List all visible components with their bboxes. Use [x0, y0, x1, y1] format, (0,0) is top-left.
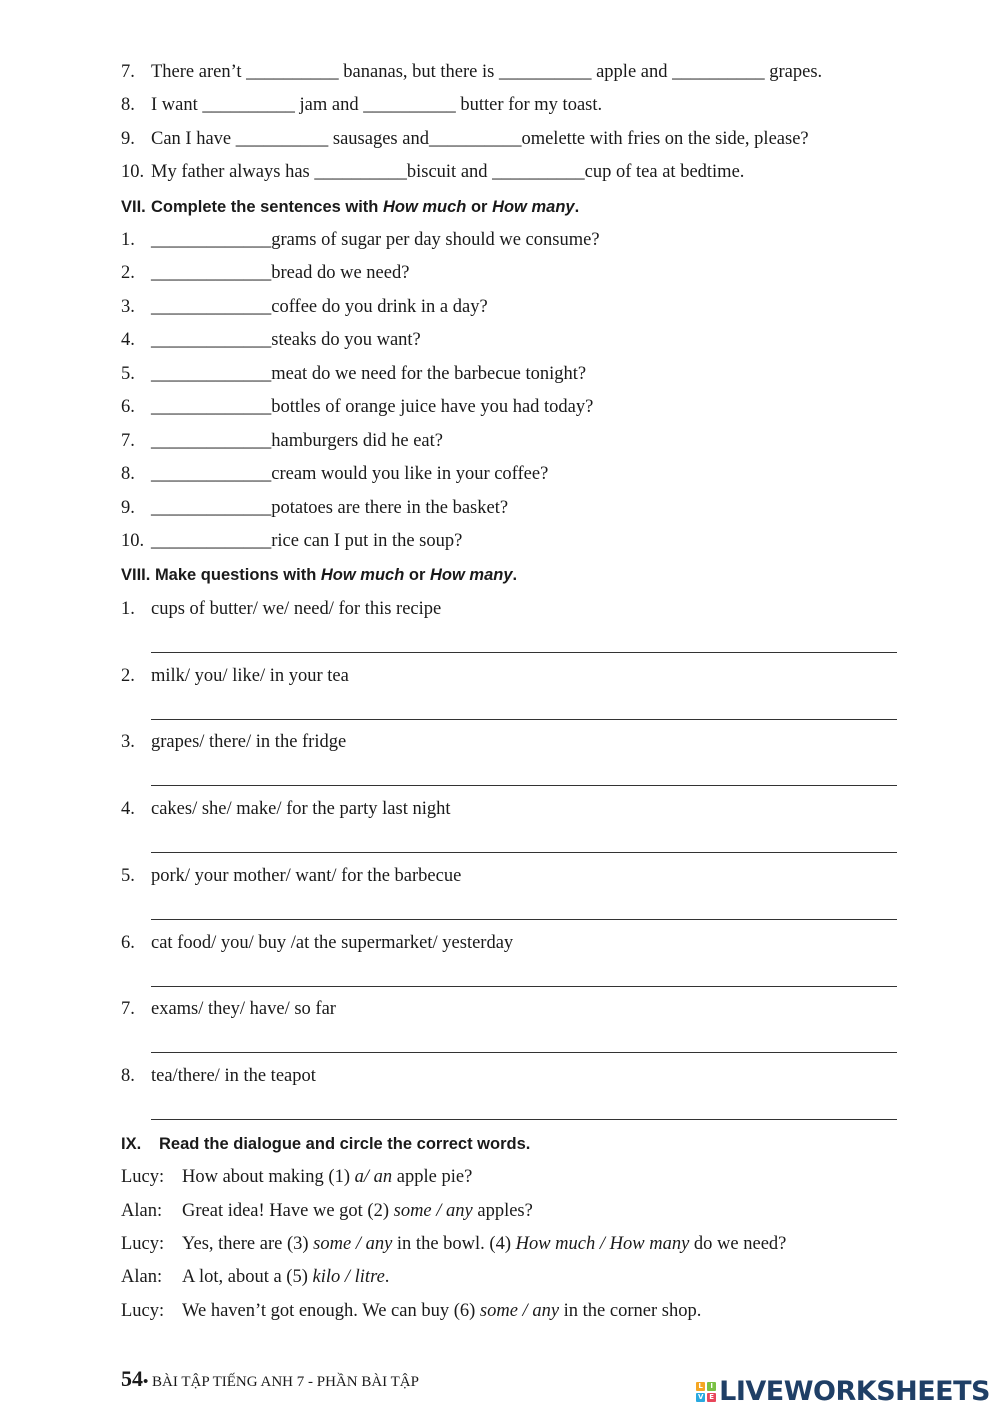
item-number: 2. — [121, 666, 135, 686]
item-prompt: cat food/ you/ buy /at the supermarket/ yesterday — [151, 933, 514, 953]
vii-item — [121, 396, 593, 418]
answer-line[interactable] — [151, 1052, 897, 1053]
speaker: Lucy: — [121, 1301, 165, 1321]
item-text: _____________potatoes are there in the basket? — [151, 498, 509, 518]
answer-line[interactable] — [151, 852, 897, 853]
dialogue-text — [182, 1300, 701, 1322]
section-viii-heading — [121, 564, 517, 586]
section-numeral: IX. — [121, 1135, 142, 1153]
item-text: There aren’t __________ bananas, but there is __________ apple and __________ grapes. — [151, 62, 823, 82]
logo-tile: L — [696, 1382, 705, 1391]
vii-item — [121, 463, 548, 485]
item-text: Can I have __________ sausages and__________omelette with fries on the side, please? — [151, 129, 809, 149]
item-text: _____________cream would you like in your coffee? — [151, 464, 549, 484]
vii-item — [121, 430, 443, 452]
bullet: • — [143, 1374, 149, 1390]
item-number: 1. — [121, 230, 135, 250]
vi-item-8 — [121, 94, 602, 116]
text-part: in the corner shop. — [559, 1301, 702, 1321]
text-part: . — [384, 1267, 390, 1287]
heading-text: . — [512, 566, 518, 584]
heading-option: How much — [320, 566, 405, 584]
item-prompt: pork/ your mother/ want/ for the barbecue — [151, 866, 462, 886]
dialogue-text — [182, 1266, 389, 1288]
item-number: 6. — [121, 397, 135, 417]
text-part: A lot, about a (5) — [182, 1267, 313, 1287]
item-number: 10. — [121, 531, 145, 551]
item-text: _____________grams of sugar per day should we consume? — [151, 230, 600, 250]
item-prompt: exams/ they/ have/ so far — [151, 999, 336, 1019]
heading-text: Read the dialogue and circle the correct words. — [159, 1135, 531, 1153]
item-number: 5. — [121, 866, 135, 886]
viii-item — [121, 1065, 316, 1087]
item-number: 9. — [121, 498, 135, 518]
viii-item — [121, 598, 441, 620]
item-number: 8. — [121, 1066, 135, 1086]
logo-tile: V — [697, 1392, 704, 1401]
liveworksheets-logo[interactable] — [696, 1376, 990, 1407]
page-footer — [121, 1366, 419, 1392]
viii-item — [121, 665, 349, 687]
vii-item — [121, 497, 508, 519]
answer-line[interactable] — [151, 986, 897, 987]
speaker: Alan: — [121, 1201, 163, 1221]
item-number: 3. — [121, 732, 135, 752]
text-part: How about making (1) — [182, 1167, 355, 1187]
heading-text: or — [466, 198, 493, 216]
section-numeral: VIII. — [121, 566, 151, 584]
item-prompt: milk/ you/ like/ in your tea — [151, 666, 349, 686]
text-part: apple pie? — [392, 1167, 473, 1187]
choice-option[interactable]: kilo / litre — [312, 1267, 385, 1287]
heading-text: Complete the sentences with — [151, 198, 383, 216]
logo-icon — [696, 1382, 716, 1402]
item-prompt: grapes/ there/ in the fridge — [151, 732, 347, 752]
speaker: Alan: — [121, 1267, 163, 1287]
item-number: 4. — [121, 799, 135, 819]
item-number: 5. — [121, 364, 135, 384]
section-ix-heading — [121, 1133, 530, 1155]
answer-line[interactable] — [151, 785, 897, 786]
choice-option[interactable]: some / any — [313, 1234, 393, 1254]
answer-line[interactable] — [151, 1119, 897, 1120]
item-number: 2. — [121, 263, 135, 283]
viii-item — [121, 731, 346, 753]
text-part: do we need? — [689, 1234, 787, 1254]
heading-text: Make questions with — [154, 566, 321, 584]
viii-item — [121, 865, 461, 887]
answer-line[interactable] — [151, 719, 897, 720]
text-part: apples? — [472, 1201, 533, 1221]
item-text: _____________meat do we need for the barbecue tonight? — [151, 364, 587, 384]
book-title: BÀI TẬP TIẾNG ANH 7 - PHẦN BÀI TẬP — [148, 1374, 419, 1390]
vi-item-9 — [121, 128, 809, 150]
item-number: 9. — [121, 129, 135, 149]
viii-item — [121, 998, 336, 1020]
item-prompt: tea/there/ in the teapot — [151, 1066, 316, 1086]
answer-line[interactable] — [151, 652, 897, 653]
vii-item — [121, 363, 586, 385]
text-part: in the bowl. (4) — [392, 1234, 516, 1254]
vii-item — [121, 296, 488, 318]
item-number: 8. — [121, 95, 135, 115]
item-text: I want __________ jam and __________ butter for my toast. — [151, 95, 603, 115]
vi-item-10 — [121, 161, 744, 183]
choice-option[interactable]: a/ an — [354, 1167, 393, 1187]
item-number: 6. — [121, 933, 135, 953]
item-number: 1. — [121, 599, 135, 619]
dialogue-text — [182, 1200, 533, 1222]
viii-item — [121, 932, 513, 954]
page-number: 54 — [121, 1366, 143, 1391]
vii-item — [121, 530, 462, 552]
item-prompt: cakes/ she/ make/ for the party last night — [151, 799, 451, 819]
heading-option: How much — [382, 198, 467, 216]
heading-option: How many — [492, 198, 575, 216]
section-vii-heading — [121, 196, 579, 218]
logo-text: LIVEWORKSHEETS — [719, 1376, 990, 1407]
item-number: 8. — [121, 464, 135, 484]
vii-item — [121, 229, 600, 251]
item-number: 3. — [121, 297, 135, 317]
vii-item — [121, 262, 409, 284]
item-text: _____________steaks do you want? — [151, 330, 421, 350]
dialogue-text — [182, 1166, 472, 1188]
item-text: _____________bread do we need? — [151, 263, 410, 283]
logo-tile: E — [707, 1393, 716, 1402]
item-number: 4. — [121, 330, 135, 350]
section-numeral: VII. — [121, 198, 146, 216]
vii-item — [121, 329, 421, 351]
item-text: _____________bottles of orange juice have you had today? — [151, 397, 594, 417]
dialogue-text — [182, 1233, 786, 1255]
heading-text: . — [574, 198, 580, 216]
logo-tile: I — [707, 1382, 716, 1391]
item-number: 10. — [121, 162, 145, 182]
heading-text: or — [404, 566, 430, 584]
answer-line[interactable] — [151, 919, 897, 920]
vi-item-7 — [121, 61, 822, 83]
choice-option[interactable]: some / any — [393, 1201, 473, 1221]
item-text: _____________coffee do you drink in a day? — [151, 297, 488, 317]
text-part: We haven’t got enough. We can buy (6) — [182, 1301, 480, 1321]
item-number: 7. — [121, 431, 135, 451]
item-text: _____________rice can I put in the soup? — [151, 531, 463, 551]
text-part: Great idea! Have we got (2) — [182, 1201, 394, 1221]
item-number: 7. — [121, 999, 135, 1019]
item-number: 7. — [121, 62, 135, 82]
heading-option: How many — [429, 566, 513, 584]
speaker: Lucy: — [121, 1167, 165, 1187]
item-prompt: cups of butter/ we/ need/ for this recipe — [151, 599, 442, 619]
viii-item — [121, 798, 451, 820]
item-text: My father always has __________biscuit and __________cup of tea at bedtime. — [151, 162, 745, 182]
choice-option[interactable]: How much / How many — [515, 1234, 690, 1254]
text-part: Yes, there are (3) — [182, 1234, 314, 1254]
speaker: Lucy: — [121, 1234, 165, 1254]
item-text: _____________hamburgers did he eat? — [151, 431, 443, 451]
choice-option[interactable]: some / any — [479, 1301, 560, 1321]
